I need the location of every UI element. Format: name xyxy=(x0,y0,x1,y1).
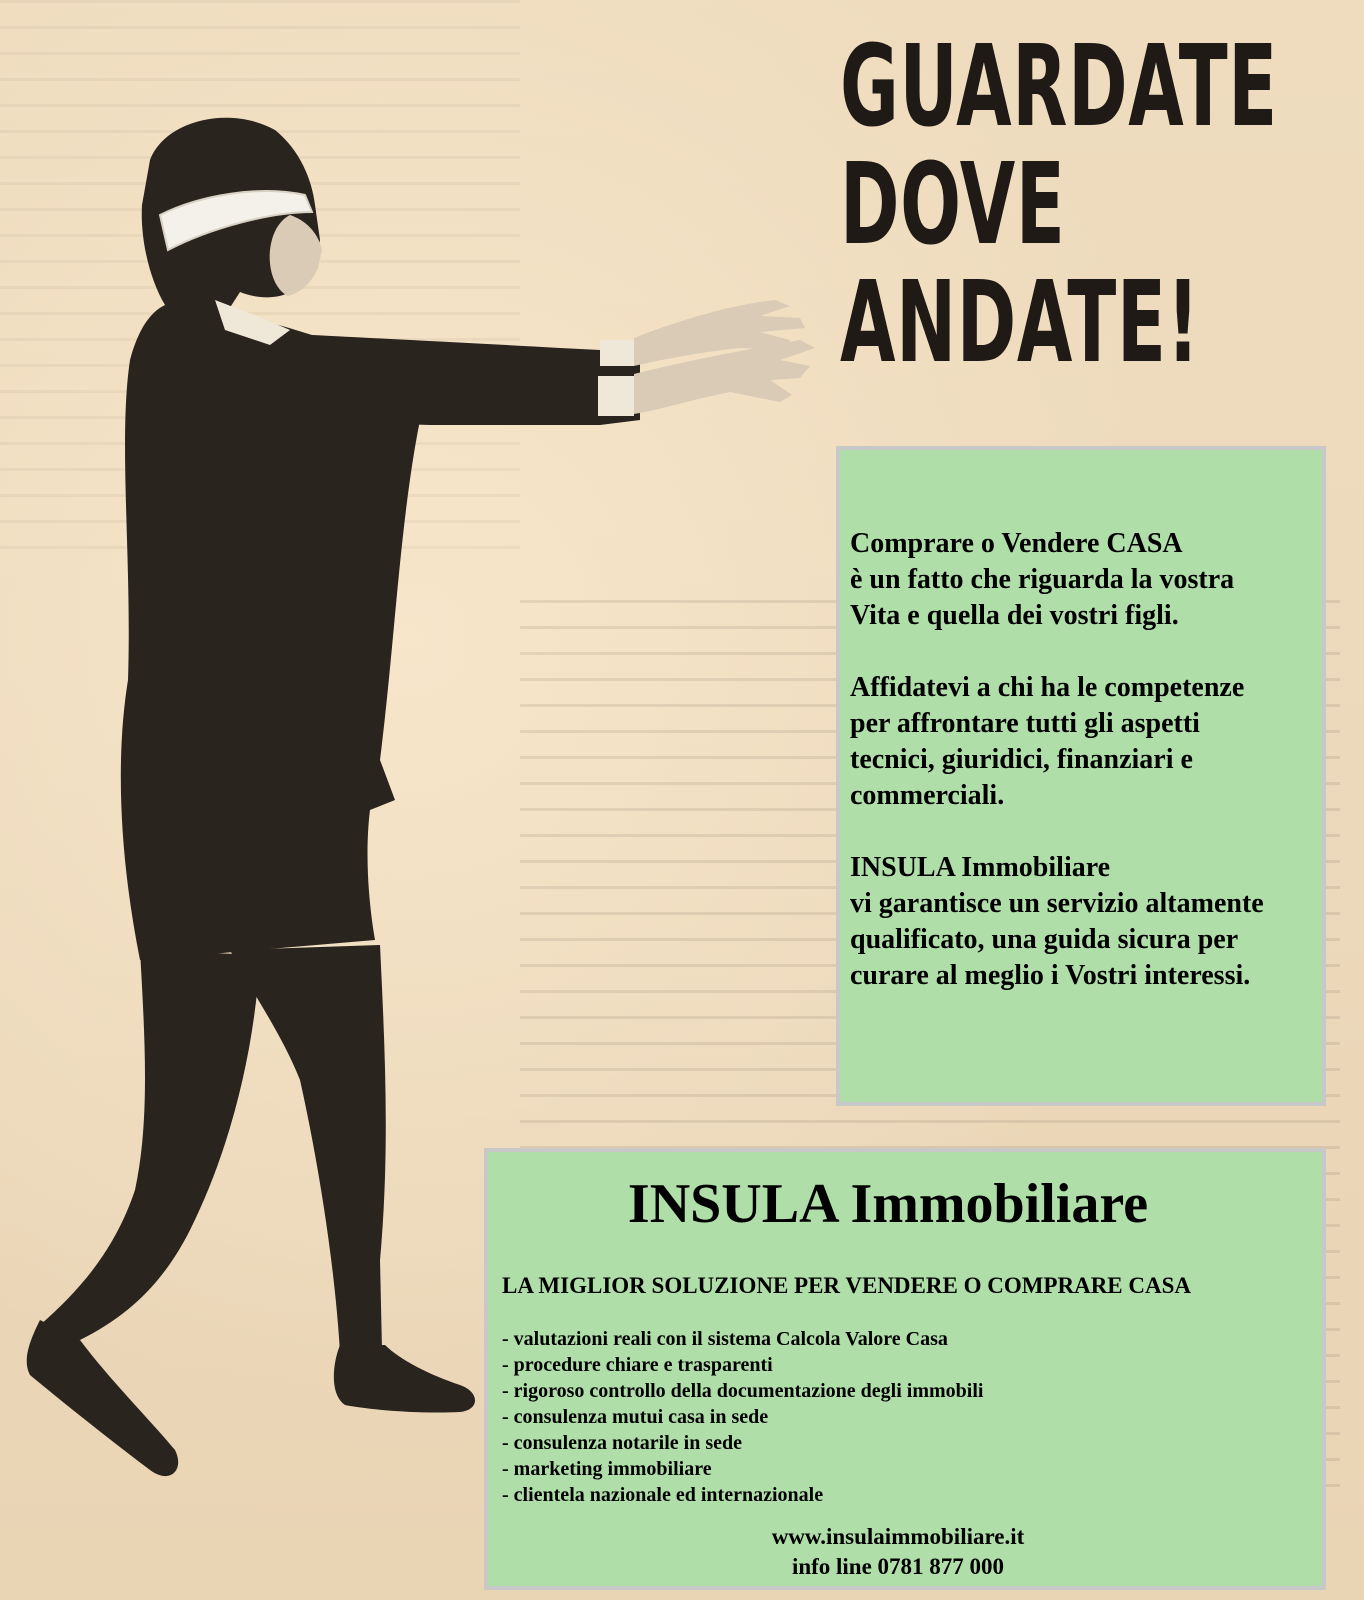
message-line: qualificato, una guida sicura per xyxy=(850,924,1239,955)
headline-line-1: GUARDATE xyxy=(840,22,1278,152)
shirt-cuff xyxy=(600,340,634,366)
message-line: Comprare o Vendere CASA xyxy=(850,528,1183,559)
service-item: - procedure chiare e trasparenti xyxy=(502,1354,773,1376)
front-shoe xyxy=(334,1345,475,1413)
message-paragraph-2 xyxy=(850,670,1316,814)
service-item: - clientela nazionale ed internazionale xyxy=(502,1484,824,1506)
headline xyxy=(840,22,1278,388)
company-box xyxy=(484,1148,1326,1590)
services-list xyxy=(502,1326,983,1508)
service-item: - valutazioni reali con il sistema Calcola Valore Casa xyxy=(502,1328,948,1350)
company-name: INSULA Immobiliare xyxy=(627,1173,1149,1235)
message-line: Affidatevi a chi ha le competenze xyxy=(850,672,1245,703)
service-item: - rigoroso controllo della documentazione degli immobili xyxy=(502,1380,984,1402)
message-line: tecnici, giuridici, finanziari e xyxy=(850,744,1193,775)
service-item: - consulenza notarile in sede xyxy=(502,1432,742,1454)
message-line: per affrontare tutti gli aspetti xyxy=(850,708,1200,739)
message-line: Vita e quella dei vostri figli. xyxy=(850,600,1179,631)
message-line: vi garantisce un servizio altamente xyxy=(850,888,1264,919)
message-line: INSULA Immobiliare xyxy=(850,852,1111,883)
message-line: è un fatto che riguarda la vostra xyxy=(850,564,1235,595)
company-tagline: LA MIGLIOR SOLUZIONE PER VENDERE O COMPRARE CASA xyxy=(502,1273,1192,1298)
headline-line-2: DOVE xyxy=(840,140,1066,270)
headline-line-3: ANDATE! xyxy=(840,258,1200,388)
message-box xyxy=(836,446,1326,1106)
message-paragraph-1 xyxy=(850,526,1316,634)
back-shoe xyxy=(27,1320,178,1476)
hands xyxy=(634,300,815,414)
shirt-cuff xyxy=(598,376,634,416)
message-paragraph-3 xyxy=(850,850,1316,994)
phone-number: info line 0781 877 000 xyxy=(791,1554,1005,1579)
back-leg xyxy=(40,950,260,1340)
service-item: - marketing immobiliare xyxy=(502,1458,712,1480)
service-item: - consulenza mutui casa in sede xyxy=(502,1406,769,1428)
website-link[interactable]: www.insulaimmobiliare.it xyxy=(771,1524,1025,1549)
message-line: commerciali. xyxy=(850,780,1005,811)
message-line: curare al meglio i Vostri interessi. xyxy=(850,960,1251,991)
